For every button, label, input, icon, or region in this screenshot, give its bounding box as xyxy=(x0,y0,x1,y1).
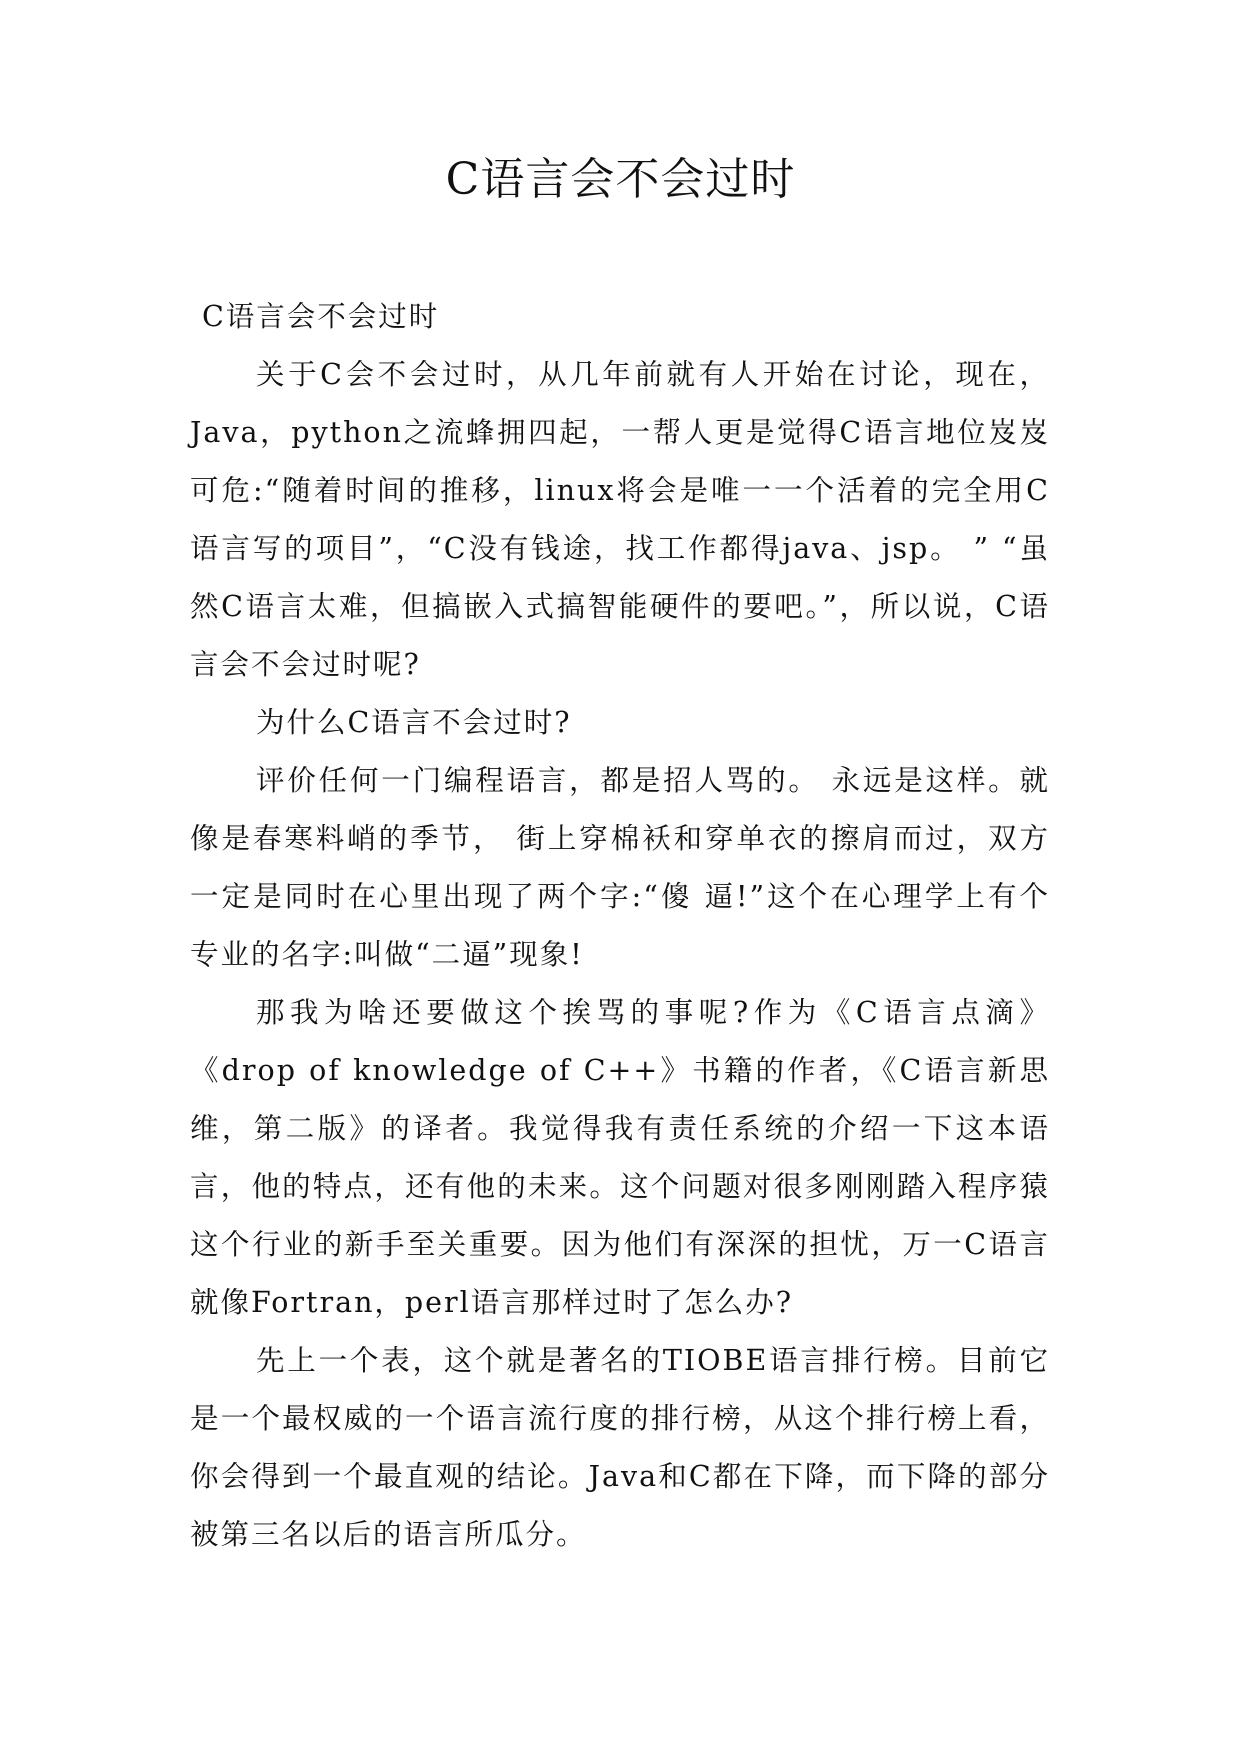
document-subtitle: C语言会不会过时 xyxy=(202,300,440,333)
page-title: C语言会不会过时 xyxy=(445,154,796,205)
paragraph-intro: 关于C会不会过时，从几年前就有人开始在讨论，现在，Java，python之流蜂拥四起，一帮人更是觉得C语言地位岌岌可危:“随着时间的推移，linux将会是唯一一个活着的完全用C语言写的项目”，“C没有钱途，找工作都得java、jsp。 ” “虽然C语言太难，但搞嵌入式搞智能硬件的要吧。”，所以说，C语言会不会过时呢? xyxy=(190,358,1050,681)
paragraph-question: 为什么C语言不会过时? xyxy=(256,706,572,739)
document-body xyxy=(190,288,1050,1564)
paragraph-tiobe: 先上一个表，这个就是著名的TIOBE语言排行榜。目前它是一个最权威的一个语言流行度的排行榜，从这个排行榜上看，你会得到一个最直观的结论。Java和C都在下降，而下降的部分被第三名以后的语言所瓜分。 xyxy=(190,1344,1050,1551)
paragraph-evaluation: 评价任何一门编程语言，都是招人骂的。 永远是这样。就像是春寒料峭的季节， 街上穿棉袄和穿单衣的擦肩而过，双方一定是同时在心里出现了两个字:“傻 逼!”这个在心理学上有个专业的名字:叫做“二逼”现象! xyxy=(190,764,1050,971)
paragraph-author: 那我为啥还要做这个挨骂的事呢?作为《C语言点滴》《drop of knowledge of C++》书籍的作者，《C语言新思维，第二版》的译者。我觉得我有责任系统的介绍一下这本语言，他的特点，还有他的未来。这个问题对很多刚刚踏入程序猿这个行业的新手至关重要。因为他们有深深的担忧，万一C语言就像Fortran，perl语言那样过时了怎么办? xyxy=(190,996,1050,1319)
